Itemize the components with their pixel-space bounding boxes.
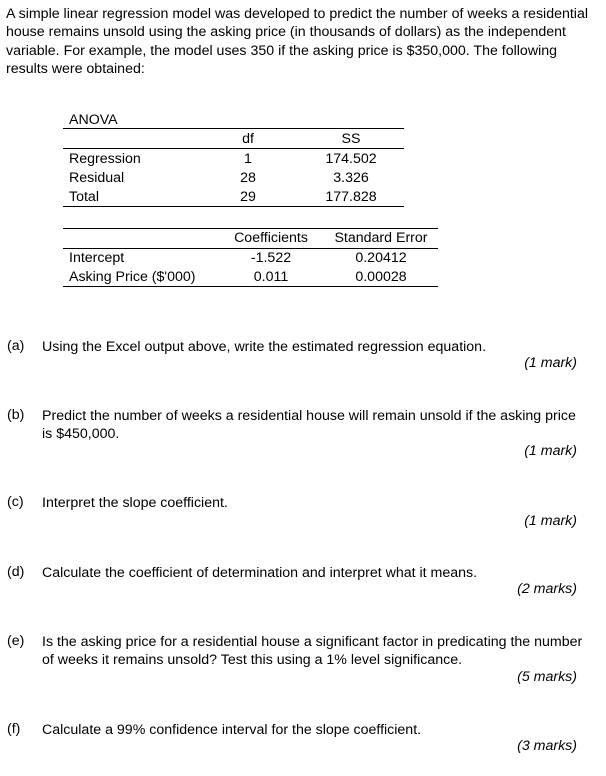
coef-row-coefficient: -1.522 bbox=[250, 250, 292, 266]
question-text: Interpret the slope coefficient. bbox=[42, 495, 228, 511]
anova-row-ss: 177.828 bbox=[325, 189, 377, 205]
question-label: (f) bbox=[7, 721, 21, 737]
anova-header-rule bbox=[63, 148, 404, 149]
coef-header-rule bbox=[63, 248, 438, 249]
anova-row-label: Total bbox=[69, 189, 99, 205]
coef-row-label: Intercept bbox=[69, 250, 125, 266]
coef-header-coefficients: Coefficients bbox=[234, 230, 308, 246]
anova-row-label: Residual bbox=[69, 170, 125, 186]
question-marks: (1 mark) bbox=[524, 355, 577, 371]
question-text: Using the Excel output above, write the estimated regression equation. bbox=[42, 339, 487, 355]
question-label: (e) bbox=[7, 633, 25, 649]
anova-title: ANOVA bbox=[69, 112, 118, 128]
coef-row-standard-error: 0.20412 bbox=[355, 250, 407, 266]
anova-header-df: df bbox=[242, 131, 254, 147]
question-label: (b) bbox=[7, 407, 25, 423]
anova-header-ss: SS bbox=[341, 131, 361, 147]
question-marks: (2 marks) bbox=[517, 581, 577, 597]
anova-row-ss: 3.326 bbox=[333, 170, 369, 186]
question-marks: (3 marks) bbox=[517, 738, 577, 754]
anova-top-rule bbox=[63, 128, 404, 129]
anova-row-df: 28 bbox=[240, 170, 256, 186]
question-label: (a) bbox=[7, 338, 25, 354]
coef-header-standard-error: Standard Error bbox=[334, 230, 428, 246]
coef-row-standard-error: 0.00028 bbox=[355, 269, 407, 285]
question-label: (c) bbox=[7, 494, 24, 510]
coef-row-coefficient: 0.011 bbox=[253, 269, 289, 285]
question-text: Calculate a 99% confidence interval for the slope coefficient. bbox=[42, 722, 422, 738]
coef-row-label: Asking Price ($'000) bbox=[69, 269, 196, 285]
coef-bottom-rule bbox=[63, 286, 438, 287]
anova-row-df: 1 bbox=[244, 151, 252, 167]
question-text: Predict the number of weeks a residential house will remain unsold if the asking price is $450,000. bbox=[42, 408, 576, 443]
question-marks: (5 marks) bbox=[517, 669, 577, 685]
anova-row-df: 29 bbox=[240, 189, 256, 205]
intro-paragraph: A simple linear regression model was developed to predict the number of weeks a residential house remains unsold using the asking price (in thousands of dollars) as the independent variable. For example, the model uses 350 if the asking price is $350,000. The following results were obtained: bbox=[6, 6, 588, 77]
question-text: Is the asking price for a residential house a significant factor in predicating the number of weeks it remains unsold? Test this using a 1% level significance. bbox=[42, 634, 583, 669]
anova-row-label: Regression bbox=[69, 151, 141, 167]
anova-row-ss: 174.502 bbox=[325, 151, 377, 167]
question-label: (d) bbox=[7, 564, 25, 580]
coef-top-rule bbox=[63, 228, 438, 229]
question-marks: (1 mark) bbox=[524, 443, 577, 459]
anova-bottom-rule bbox=[63, 206, 404, 207]
question-text: Calculate the coefficient of determination and interpret what it means. bbox=[42, 565, 478, 581]
question-marks: (1 mark) bbox=[524, 513, 577, 529]
